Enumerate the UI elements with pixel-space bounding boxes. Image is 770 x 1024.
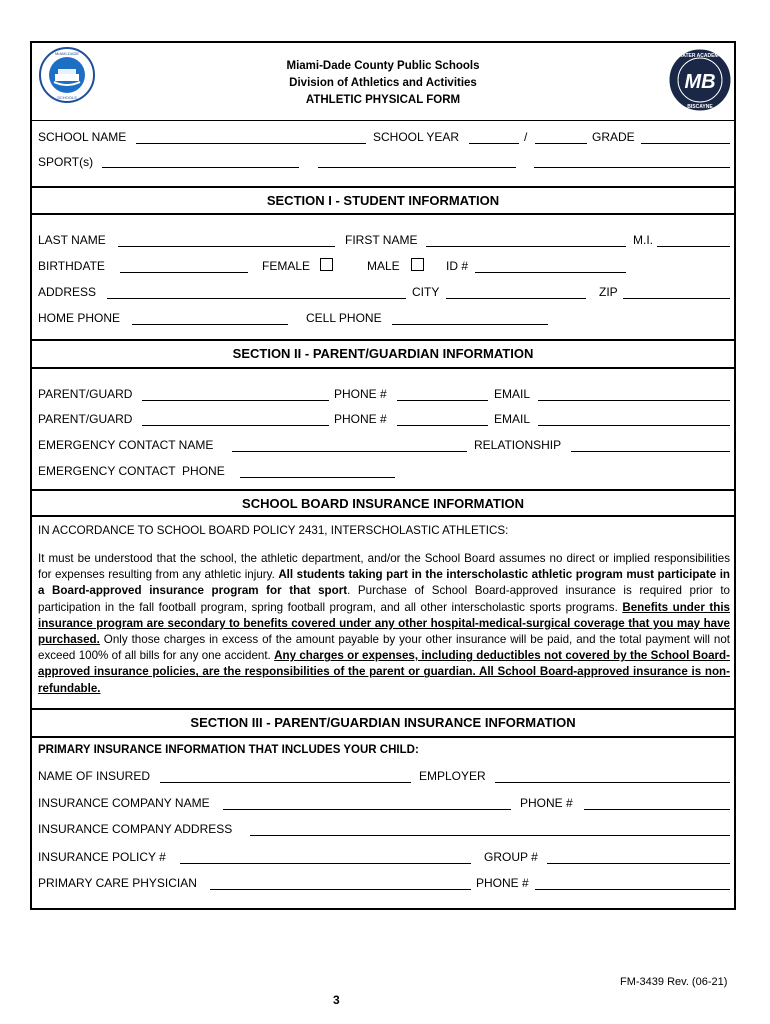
divider	[30, 489, 736, 491]
insurance-text-5: Only those charges in excess of the amount payable by your other insurance will be paid, and the total payment will not exceed 100% of all bills for any one accident.	[38, 633, 730, 663]
school-name-field[interactable]	[136, 143, 366, 144]
school-year-label: SCHOOL YEAR	[373, 130, 460, 144]
divider	[30, 515, 736, 517]
address-label: ADDRESS	[38, 285, 97, 299]
insurance-text-6: Any charges or expenses, including deductibles not covered by the School Board-approved insurance policies, are the responsibilities of the parent or guardian. All School Board-approved insurance is non-refundable.	[38, 649, 730, 695]
parent2-phone-label: PHONE #	[334, 412, 387, 426]
svg-text:MATER ACADEMY: MATER ACADEMY	[678, 53, 722, 59]
divider	[30, 736, 736, 738]
female-label: FEMALE	[262, 259, 311, 273]
id-label: ID #	[446, 259, 469, 273]
last-name-label: LAST NAME	[38, 233, 106, 247]
zip-label: ZIP	[599, 285, 618, 299]
employer-label: EMPLOYER	[419, 769, 486, 783]
name-of-insured-field[interactable]	[160, 782, 411, 783]
sports-label: SPORT(s)	[38, 155, 94, 169]
header-district: Miami-Dade County Public Schools	[286, 60, 480, 72]
relationship-label: RELATIONSHIP	[474, 438, 562, 452]
mi-label: M.I.	[633, 233, 653, 247]
parent2-label: PARENT/GUARD	[38, 412, 133, 426]
header-division: Division of Athletics and Activities	[289, 77, 477, 89]
employer-field[interactable]	[495, 782, 730, 783]
parent1-email-field[interactable]	[538, 400, 730, 401]
insurance-phone-field[interactable]	[584, 809, 730, 810]
physician-field[interactable]	[210, 889, 471, 890]
insurance-company-field[interactable]	[223, 809, 511, 810]
divider	[30, 186, 736, 188]
parent1-phone-field[interactable]	[397, 400, 488, 401]
physician-phone-label: PHONE #	[476, 876, 529, 890]
policy-field[interactable]	[180, 863, 471, 864]
insurance-address-field[interactable]	[250, 835, 730, 836]
school-name-label: SCHOOL NAME	[38, 130, 127, 144]
parent1-field[interactable]	[142, 400, 329, 401]
emergency-phone-label: EMERGENCY CONTACT PHONE	[38, 464, 225, 478]
grade-label: GRADE	[592, 130, 635, 144]
grade-field[interactable]	[641, 143, 730, 144]
first-name-label: FIRST NAME	[345, 233, 418, 247]
emergency-name-field[interactable]	[232, 451, 467, 452]
parent1-label: PARENT/GUARD	[38, 387, 133, 401]
address-field[interactable]	[107, 298, 406, 299]
section2-title: SECTION II - PARENT/GUARDIAN INFORMATION	[232, 346, 534, 361]
cell-phone-field[interactable]	[392, 324, 548, 325]
group-label: GROUP #	[484, 850, 538, 864]
name-of-insured-label: NAME OF INSURED	[38, 769, 151, 783]
parent2-phone-field[interactable]	[397, 425, 488, 426]
parent2-email-label: EMAIL	[494, 412, 531, 426]
last-name-field[interactable]	[118, 246, 335, 247]
divider	[30, 120, 736, 121]
physician-label: PRIMARY CARE PHYSICIAN	[38, 876, 197, 890]
insurance-address-label: INSURANCE COMPANY ADDRESS	[38, 822, 233, 836]
city-field[interactable]	[446, 298, 586, 299]
mi-field[interactable]	[657, 246, 730, 247]
divider	[30, 339, 736, 341]
school-year-slash: /	[524, 130, 528, 144]
svg-text:SCHOOLS: SCHOOLS	[57, 95, 77, 100]
primary-insurance-heading: PRIMARY INSURANCE INFORMATION THAT INCLUDES YOUR CHILD:	[38, 744, 419, 756]
svg-text:MIAMI-DADE: MIAMI-DADE	[55, 51, 79, 56]
sport-3-field[interactable]	[534, 167, 730, 168]
home-phone-label: HOME PHONE	[38, 311, 121, 325]
physician-phone-field[interactable]	[535, 889, 730, 890]
zip-field[interactable]	[623, 298, 730, 299]
sport-2-field[interactable]	[318, 167, 516, 168]
insurance-company-label: INSURANCE COMPANY NAME	[38, 796, 210, 810]
form-id: FM-3439 Rev. (06-21)	[620, 976, 728, 988]
emergency-name-label: EMERGENCY CONTACT NAME	[38, 438, 214, 452]
divider	[30, 708, 736, 710]
school-year-end-field[interactable]	[535, 143, 587, 144]
insurance-text-4: Benefits under this insurance program are secondary to benefits covered under any other hospital-medical-surgical coverage that you may have purchased.	[38, 600, 730, 647]
parent1-email-label: EMAIL	[494, 387, 531, 401]
insurance-text-1: It must be understood that the school, the athletic department, and/or the School Board assumes no direct or implied responsibilities for expenses resulting from any athletic injury.	[38, 552, 730, 582]
cell-phone-label: CELL PHONE	[306, 311, 382, 325]
male-label: MALE	[367, 259, 400, 273]
birthdate-label: BIRTHDATE	[38, 259, 105, 273]
male-checkbox[interactable]	[411, 258, 424, 271]
home-phone-field[interactable]	[132, 324, 288, 325]
page-number: 3	[333, 993, 340, 1007]
insurance-phone-label: PHONE #	[520, 796, 573, 810]
birthdate-field[interactable]	[120, 272, 248, 273]
school-year-start-field[interactable]	[469, 143, 519, 144]
svg-text:MB: MB	[684, 71, 716, 93]
divider	[30, 367, 736, 369]
insurance-text-3: . Purchase of School Board-approved insurance is required prior to participation in the fall football program, spring football program, and all other interscholastic sports programs.	[38, 584, 730, 614]
header-form-title: ATHLETIC PHYSICAL FORM	[305, 94, 461, 106]
relationship-field[interactable]	[571, 451, 730, 452]
insurance-text-2: All students taking part in the interscholastic athletic program must participate in a Board-approved insurance program for that sport	[38, 568, 730, 598]
section1-title: SECTION I - STUDENT INFORMATION	[266, 193, 500, 208]
first-name-field[interactable]	[426, 246, 626, 247]
id-field[interactable]	[475, 272, 626, 273]
parent2-email-field[interactable]	[538, 425, 730, 426]
parent2-field[interactable]	[142, 425, 329, 426]
section3-title: SECTION III - PARENT/GUARDIAN INSURANCE INFORMATION	[190, 715, 576, 730]
group-field[interactable]	[547, 863, 730, 864]
policy-label: INSURANCE POLICY #	[38, 850, 166, 864]
insurance-title: SCHOOL BOARD INSURANCE INFORMATION	[242, 496, 524, 511]
policy-line: IN ACCORDANCE TO SCHOOL BOARD POLICY 2431, INTERSCHOLASTIC ATHLETICS:	[38, 524, 509, 537]
parent1-phone-label: PHONE #	[334, 387, 387, 401]
sport-1-field[interactable]	[102, 167, 299, 168]
insurance-paragraph	[38, 551, 730, 697]
svg-text:BISCAYNE: BISCAYNE	[687, 104, 713, 110]
female-checkbox[interactable]	[320, 258, 333, 271]
emergency-phone-field[interactable]	[240, 477, 395, 478]
city-label: CITY	[412, 285, 440, 299]
divider	[30, 213, 736, 215]
